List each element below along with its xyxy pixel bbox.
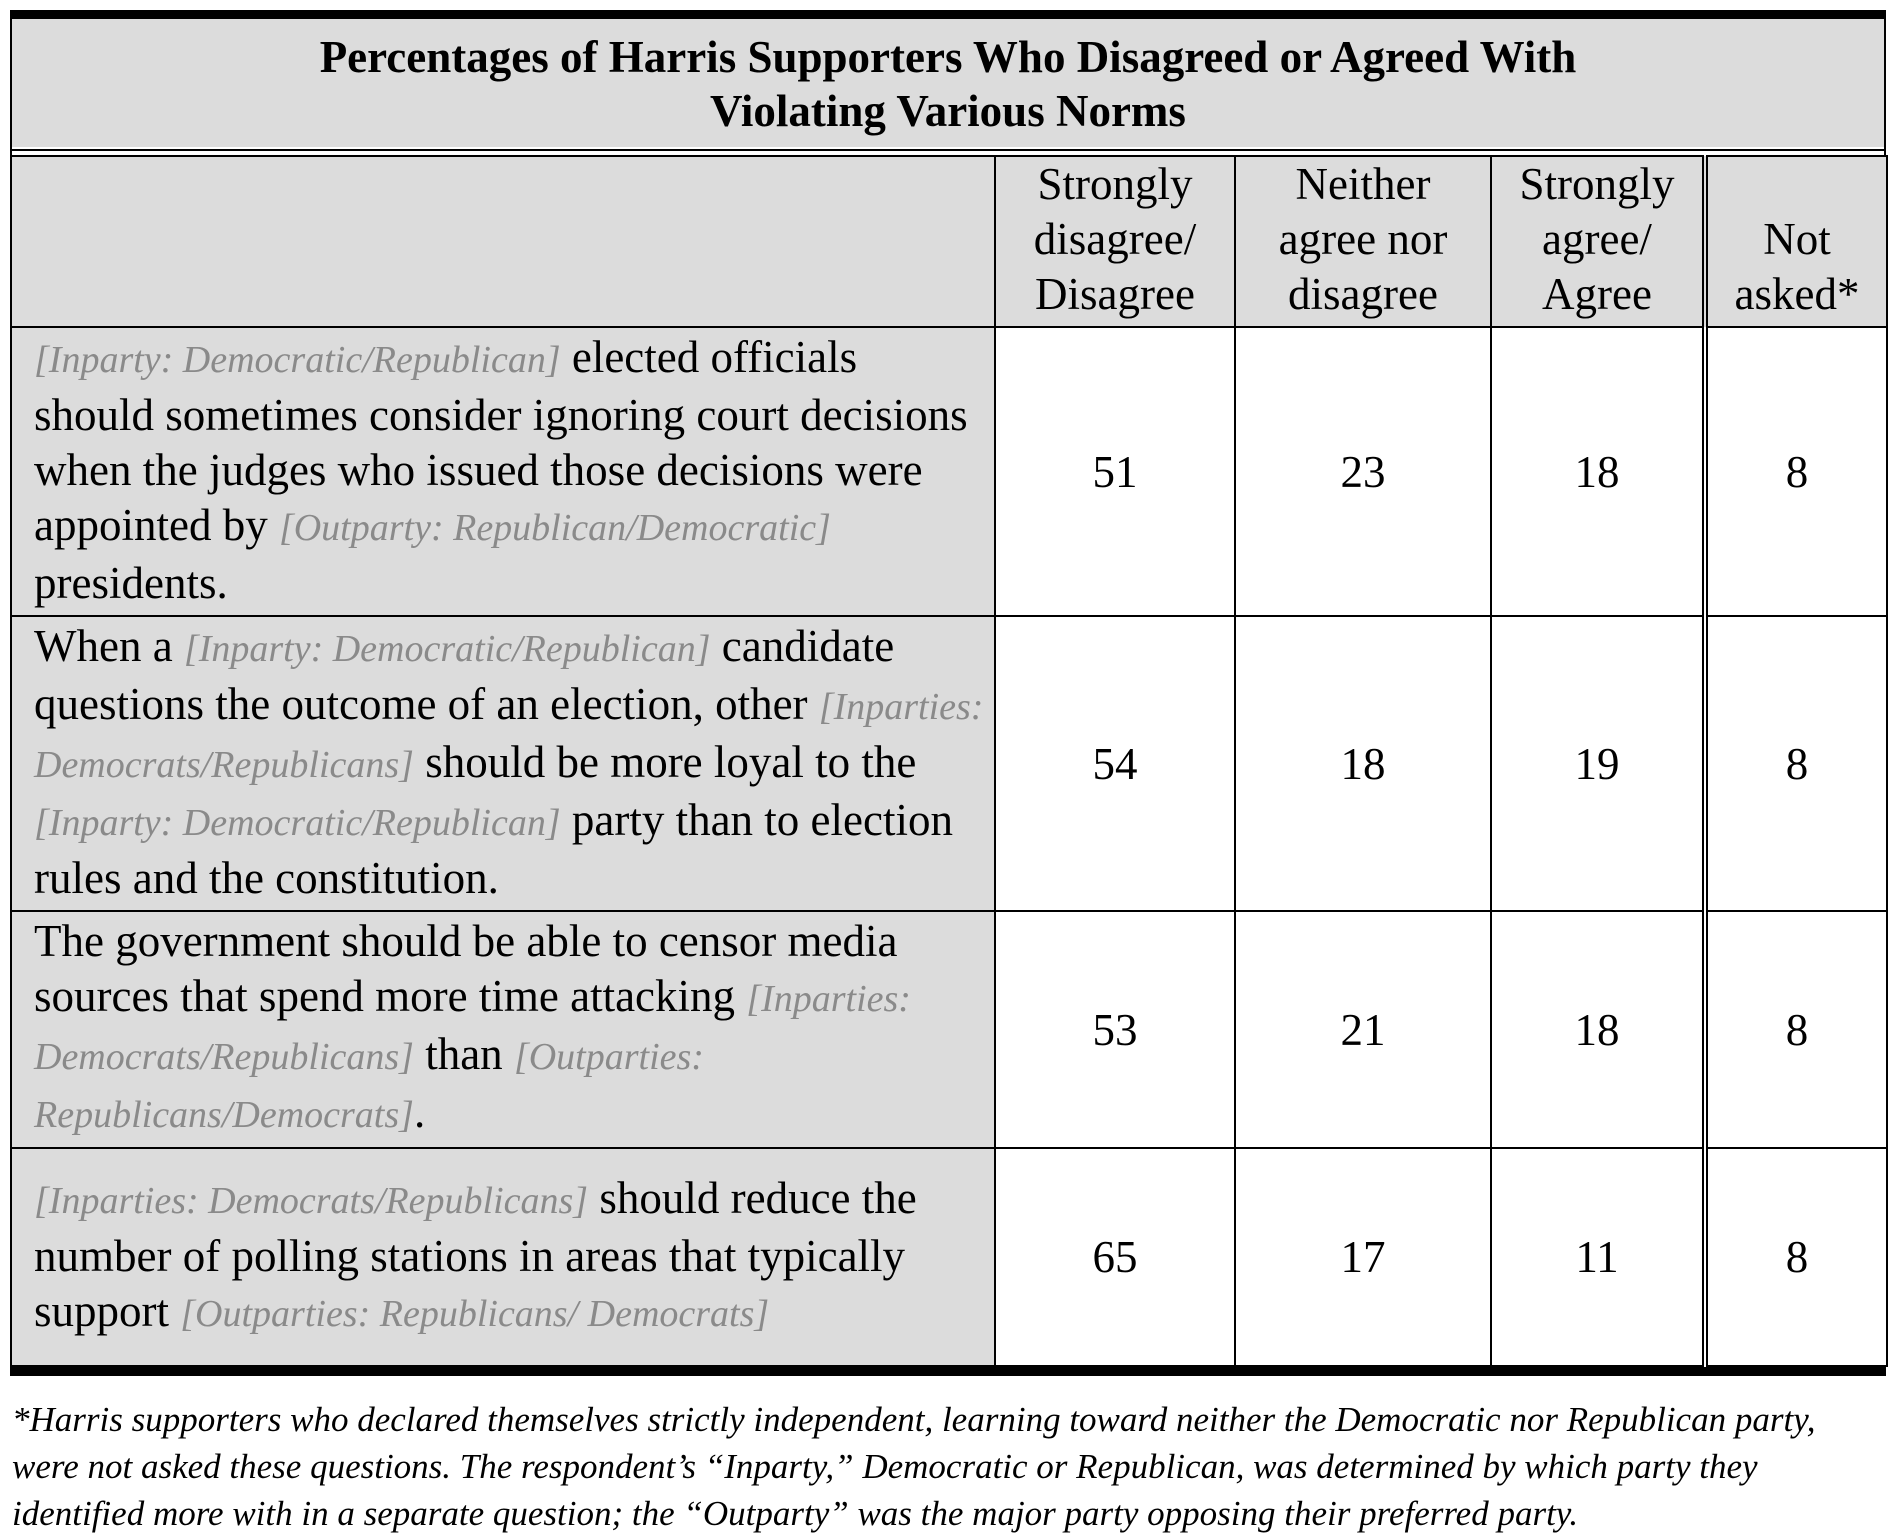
statement-text: candidate questions the outcome of an election, other: [34, 621, 895, 729]
statement-text: should be more loyal to the: [413, 737, 917, 787]
header-agree: Strongly agree/ Agree: [1491, 156, 1705, 327]
party-placeholder: [Outparties: Republicans/ Democrats]: [180, 1292, 770, 1335]
header-disagree: Strongly disagree/ Disagree: [995, 156, 1235, 327]
header-row: [11, 156, 1887, 327]
statement-cell: [11, 616, 995, 911]
party-placeholder: [Outparties: Republicans/Democrats]: [34, 1036, 704, 1136]
party-placeholder: [Inparties: Democrats/Republicans]: [34, 978, 911, 1078]
statement-cell: [11, 327, 995, 616]
statement-text: The government should be able to censor media sources that spend more time attacking: [34, 916, 898, 1021]
statement-text: presidents.: [34, 558, 228, 608]
value-neither: 17: [1235, 1148, 1491, 1366]
value-agree: 18: [1491, 327, 1705, 616]
footnote: *Harris supporters who declared themselves strictly independent, learning toward neither the Democratic nor Republican party, were not asked these questions. The respondent’s “Inparty,” Democratic or Republican, was determined by which party they identified more with in a separate question; the “Outparty” was the major party opposing their preferred party.: [12, 1400, 1816, 1533]
value-not-asked: 8: [1705, 616, 1887, 911]
party-placeholder: [Inparty: Democratic/Republican]: [34, 802, 561, 844]
value-not-asked: 8: [1705, 327, 1887, 616]
top-rule: [10, 10, 1886, 19]
value-disagree: 65: [995, 1148, 1235, 1366]
value-disagree: 53: [995, 911, 1235, 1148]
statement-text: than: [413, 1029, 514, 1079]
table-row: [11, 327, 1887, 616]
party-placeholder: [Inparties: Democrats/Republicans]: [34, 1179, 589, 1222]
value-agree: 18: [1491, 911, 1705, 1148]
title-line-2: Violating Various Norms: [710, 86, 1186, 136]
party-placeholder: [Outparty: Republican/Democratic]: [278, 507, 831, 549]
value-agree: 11: [1491, 1148, 1705, 1366]
value-not-asked: 8: [1705, 911, 1887, 1148]
header-neither: Neither agree nor disagree: [1235, 156, 1491, 327]
title-separator: [10, 147, 1886, 155]
party-placeholder: [Inparty: Democratic/Republican]: [34, 339, 561, 381]
party-placeholder: [Inparty: Democratic/Republican]: [183, 628, 711, 670]
statement-cell: [11, 1148, 995, 1366]
norms-table: [10, 155, 1888, 1367]
value-agree: 19: [1491, 616, 1705, 911]
value-disagree: 54: [995, 616, 1235, 911]
table-body: [11, 327, 1887, 1366]
value-disagree: 51: [995, 327, 1235, 616]
table-row: [11, 1148, 1887, 1366]
norms-table-figure: [10, 10, 1886, 1537]
table-title: [10, 19, 1886, 147]
value-not-asked: 8: [1705, 1148, 1887, 1366]
header-not-asked: Not asked*: [1705, 156, 1887, 327]
table-row: [11, 911, 1887, 1148]
party-placeholder: [Inparties: Democrats/Republicans]: [34, 686, 984, 786]
title-line-1: Percentages of Harris Supporters Who Disagreed or Agreed With: [319, 32, 1577, 82]
bottom-rule: [10, 1367, 1886, 1376]
statement-text: .: [413, 1087, 426, 1137]
statement-text: When a: [34, 621, 184, 671]
statement-text: elected officials should sometimes consider ignoring court decisions when the judges who issued those decisions were appointed by: [34, 332, 968, 550]
statement-text: party than to election rules and the constitution.: [34, 795, 953, 903]
statement-text: should reduce the number of polling stations in areas that typically support: [34, 1172, 917, 1336]
value-neither: 18: [1235, 616, 1491, 911]
header-statement-cell: [11, 156, 995, 327]
value-neither: 23: [1235, 327, 1491, 616]
table-row: [11, 616, 1887, 911]
value-neither: 21: [1235, 911, 1491, 1148]
statement-cell: [11, 911, 995, 1148]
